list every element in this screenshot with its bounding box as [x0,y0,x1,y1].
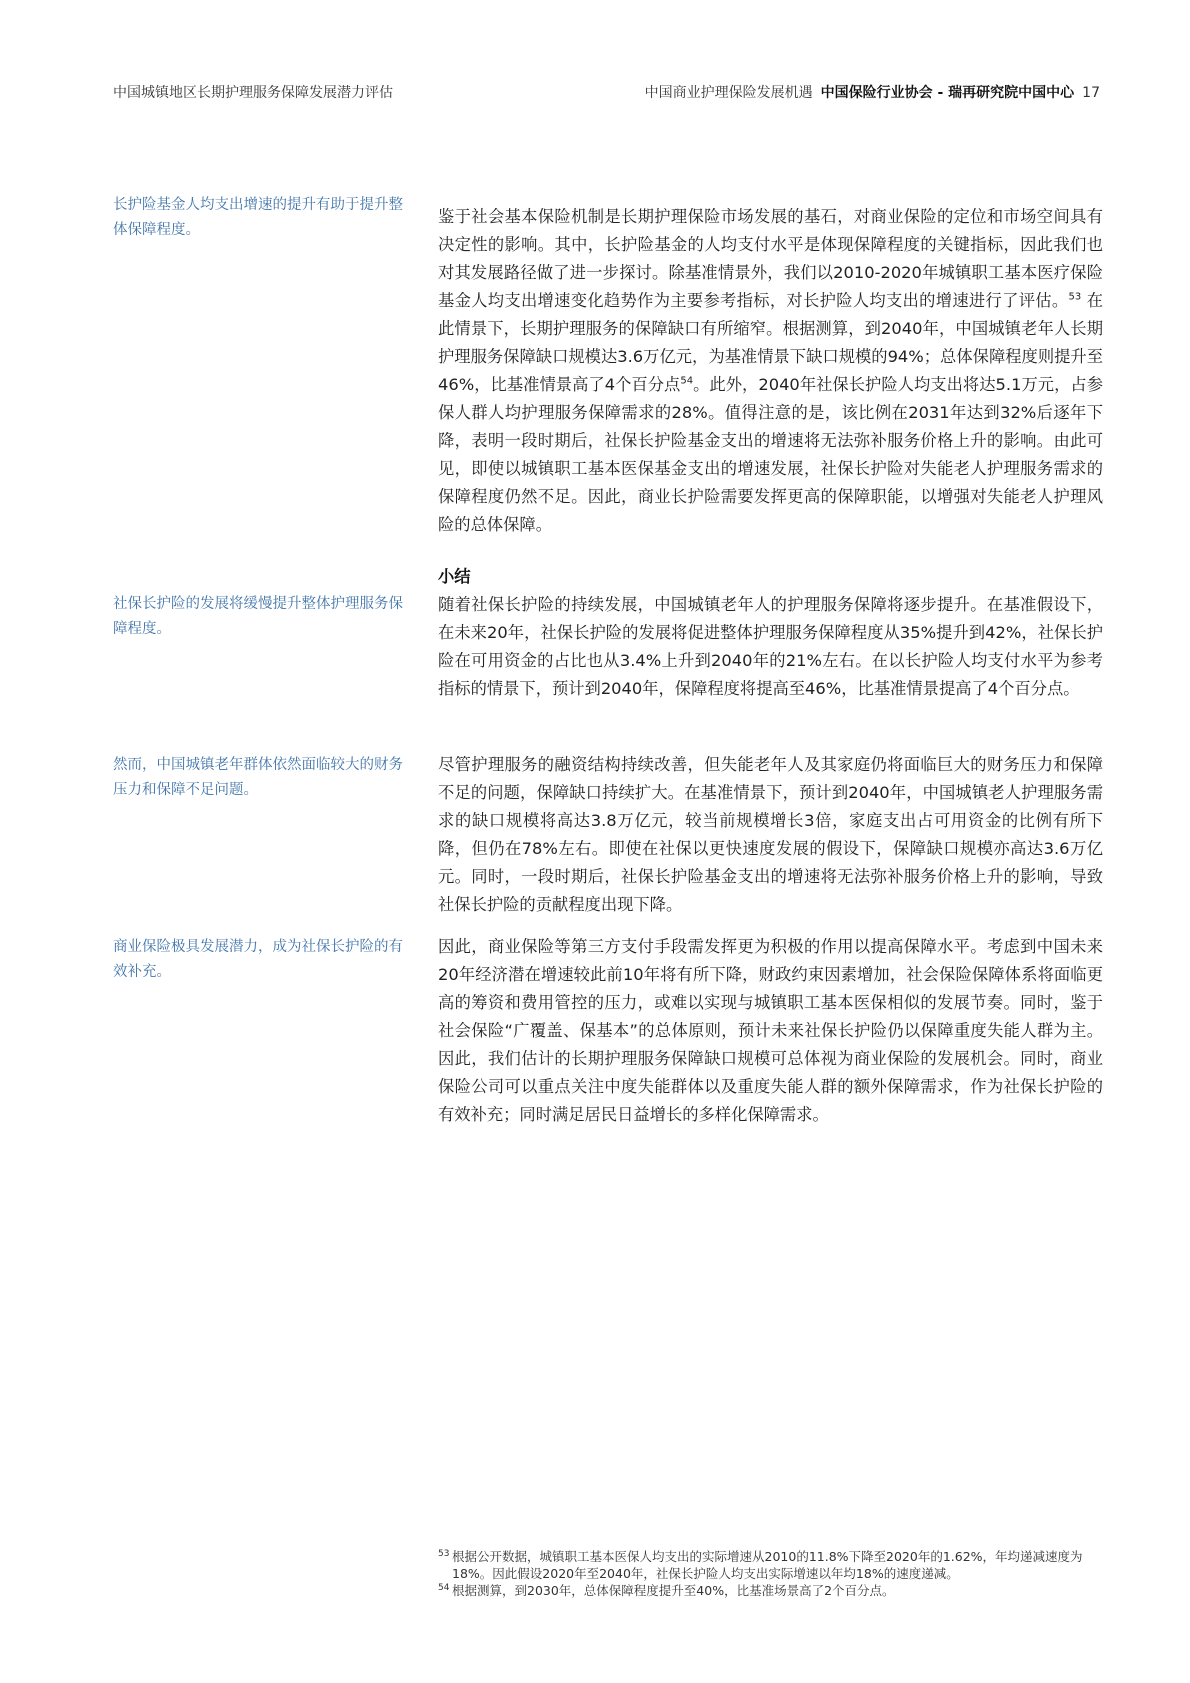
footnote-ref-54[interactable]: 54 [680,375,694,387]
running-header-right [645,82,1100,102]
paragraph-1-part-a: 鉴于社会基本保险机制是长期护理保险市场发展的基石，对商业保险的定位和市场空间具有决定性的影响。其中，长护险基金的人均支付水平是体现保障程度的关键指标，因此我们也对其发展路径做了进一步探讨。除基准情景外，我们以2010-2020年城镇职工基本医疗保险基金人均支出增速变化趋势作为主要参考指标，对长护险人均支出的增速进行了评估。 [438,207,1103,310]
body-paragraph-4: 因此，商业保险等第三方支付手段需发挥更为积极的作用以提高保障水平。考虑到中国未来20年经济潜在增速较此前10年将有所下降，财政约束因素增加，社会保险保障体系将面临更高的筹资和费用管控的压力，或难以实现与城镇职工基本医保相似的发展节奏。同时，鉴于社会保险“广覆盖、保基本”的总体原则，预计未来社保长护险仍以保障重度失能人群为主。因此，我们估计的长期护理服务保障缺口规模可总体视为商业保险的发展机会。同时，商业保险公司可以重点关注中度失能群体以及重度失能人群的额外保障需求，作为社保长护险的有效补充；同时满足居民日益增长的多样化保障需求。 [438,937,1103,1124]
sidebar-note-1: 长护险基金人均支出增速的提升有助于提升整体保障程度。 [113,197,403,238]
sidebar-note-3: 然而，中国城镇老年群体依然面临较大的财务压力和保障不足问题。 [113,757,403,798]
footnotes [438,1548,1103,1599]
footnote-text: 根据测算，到2030年，总体保障程度提升至40%，比基准场景高了2个百分点。 [452,1583,895,1598]
footnote-54 [438,1582,1103,1599]
footnote-ref-53[interactable]: 53 [1068,291,1082,303]
body-paragraph-1 [438,203,1103,539]
paragraph-1-part-c: 。此外，2040年社保长护险人均支出将达5.1万元，占参保人群人均护理服务保障需求的28%。值得注意的是，该比例在2031年达到32%后逐年下降，表明一段时期后，社保长护险基金支出的增速将无法弥补服务价格上升的影响。由此可见，即使以城镇职工基本医保基金支出的增速发展，社保长护险对失能老人护理服务需求的保障程度仍然不足。因此，商业长护险需要发挥更高的保障职能，以增强对失能老人护理风险的总体保障。 [438,375,1103,534]
footnote-number: 53 [438,1549,450,1559]
running-header-left: 中国城镇地区长期护理服务保障发展潜力评估 [113,85,393,101]
summary-section [438,563,1103,703]
summary-heading: 小结 [438,567,471,586]
header-organization: 中国保险行业协会 - 瑞再研究院中国中心 [820,85,1075,101]
footnote-53 [438,1548,1103,1582]
sidebar-note-4: 商业保险极具发展潜力，成为社保长护险的有效补充。 [113,939,403,980]
sidebar-note-2: 社保长护险的发展将缓慢提升整体护理服务保障程度。 [113,596,403,637]
page-number: 17 [1082,85,1100,101]
footnote-text: 根据公开数据，城镇职工基本医保人均支出的实际增速从2010的11.8%下降至2020年的1.62%，年均递减速度为18%。因此假设2020年至2040年，社保长护险人均支出实际增速以年均18%的速度递减。 [452,1549,1083,1581]
body-paragraph-3: 尽管护理服务的融资结构持续改善，但失能老年人及其家庭仍将面临巨大的财务压力和保障不足的问题，保障缺口持续扩大。在基准情景下，预计到2040年，中国城镇老人护理服务需求的缺口规模将高达3.8万亿元，较当前规模增长3倍，家庭支出占可用资金的比例有所下降，但仍在78%左右。即使在社保以更快速度发展的假设下，保障缺口规模亦高达3.6万亿元。同时，一段时期后，社保长护险基金支出的增速将无法弥补服务价格上升的影响，导致社保长护险的贡献程度出现下降。 [438,755,1103,914]
paragraph-1-part-b: 在此情景下，长期护理服务的保障缺口有所缩窄。根据测算，到2040年，中国城镇老年人长期护理服务保障缺口规模达3.6万亿元，为基准情景下缺口规模的94%；总体保障程度则提升至46%，比基准情景高了4个百分点 [438,291,1103,394]
footnote-number: 54 [438,1583,450,1593]
header-report-title: 中国商业护理保险发展机遇 [644,85,813,101]
body-paragraph-2: 随着社保长护险的持续发展，中国城镇老年人的护理服务保障将逐步提升。在基准假设下，在未来20年，社保长护险的发展将促进整体护理服务保障程度从35%提升到42%，社保长护险在可用资金的占比也从3.4%上升到2040年的21%左右。在以长护险人均支付水平为参考指标的情景下，预计到2040年，保障程度将提高至46%，比基准情景提高了4个百分点。 [438,595,1103,698]
